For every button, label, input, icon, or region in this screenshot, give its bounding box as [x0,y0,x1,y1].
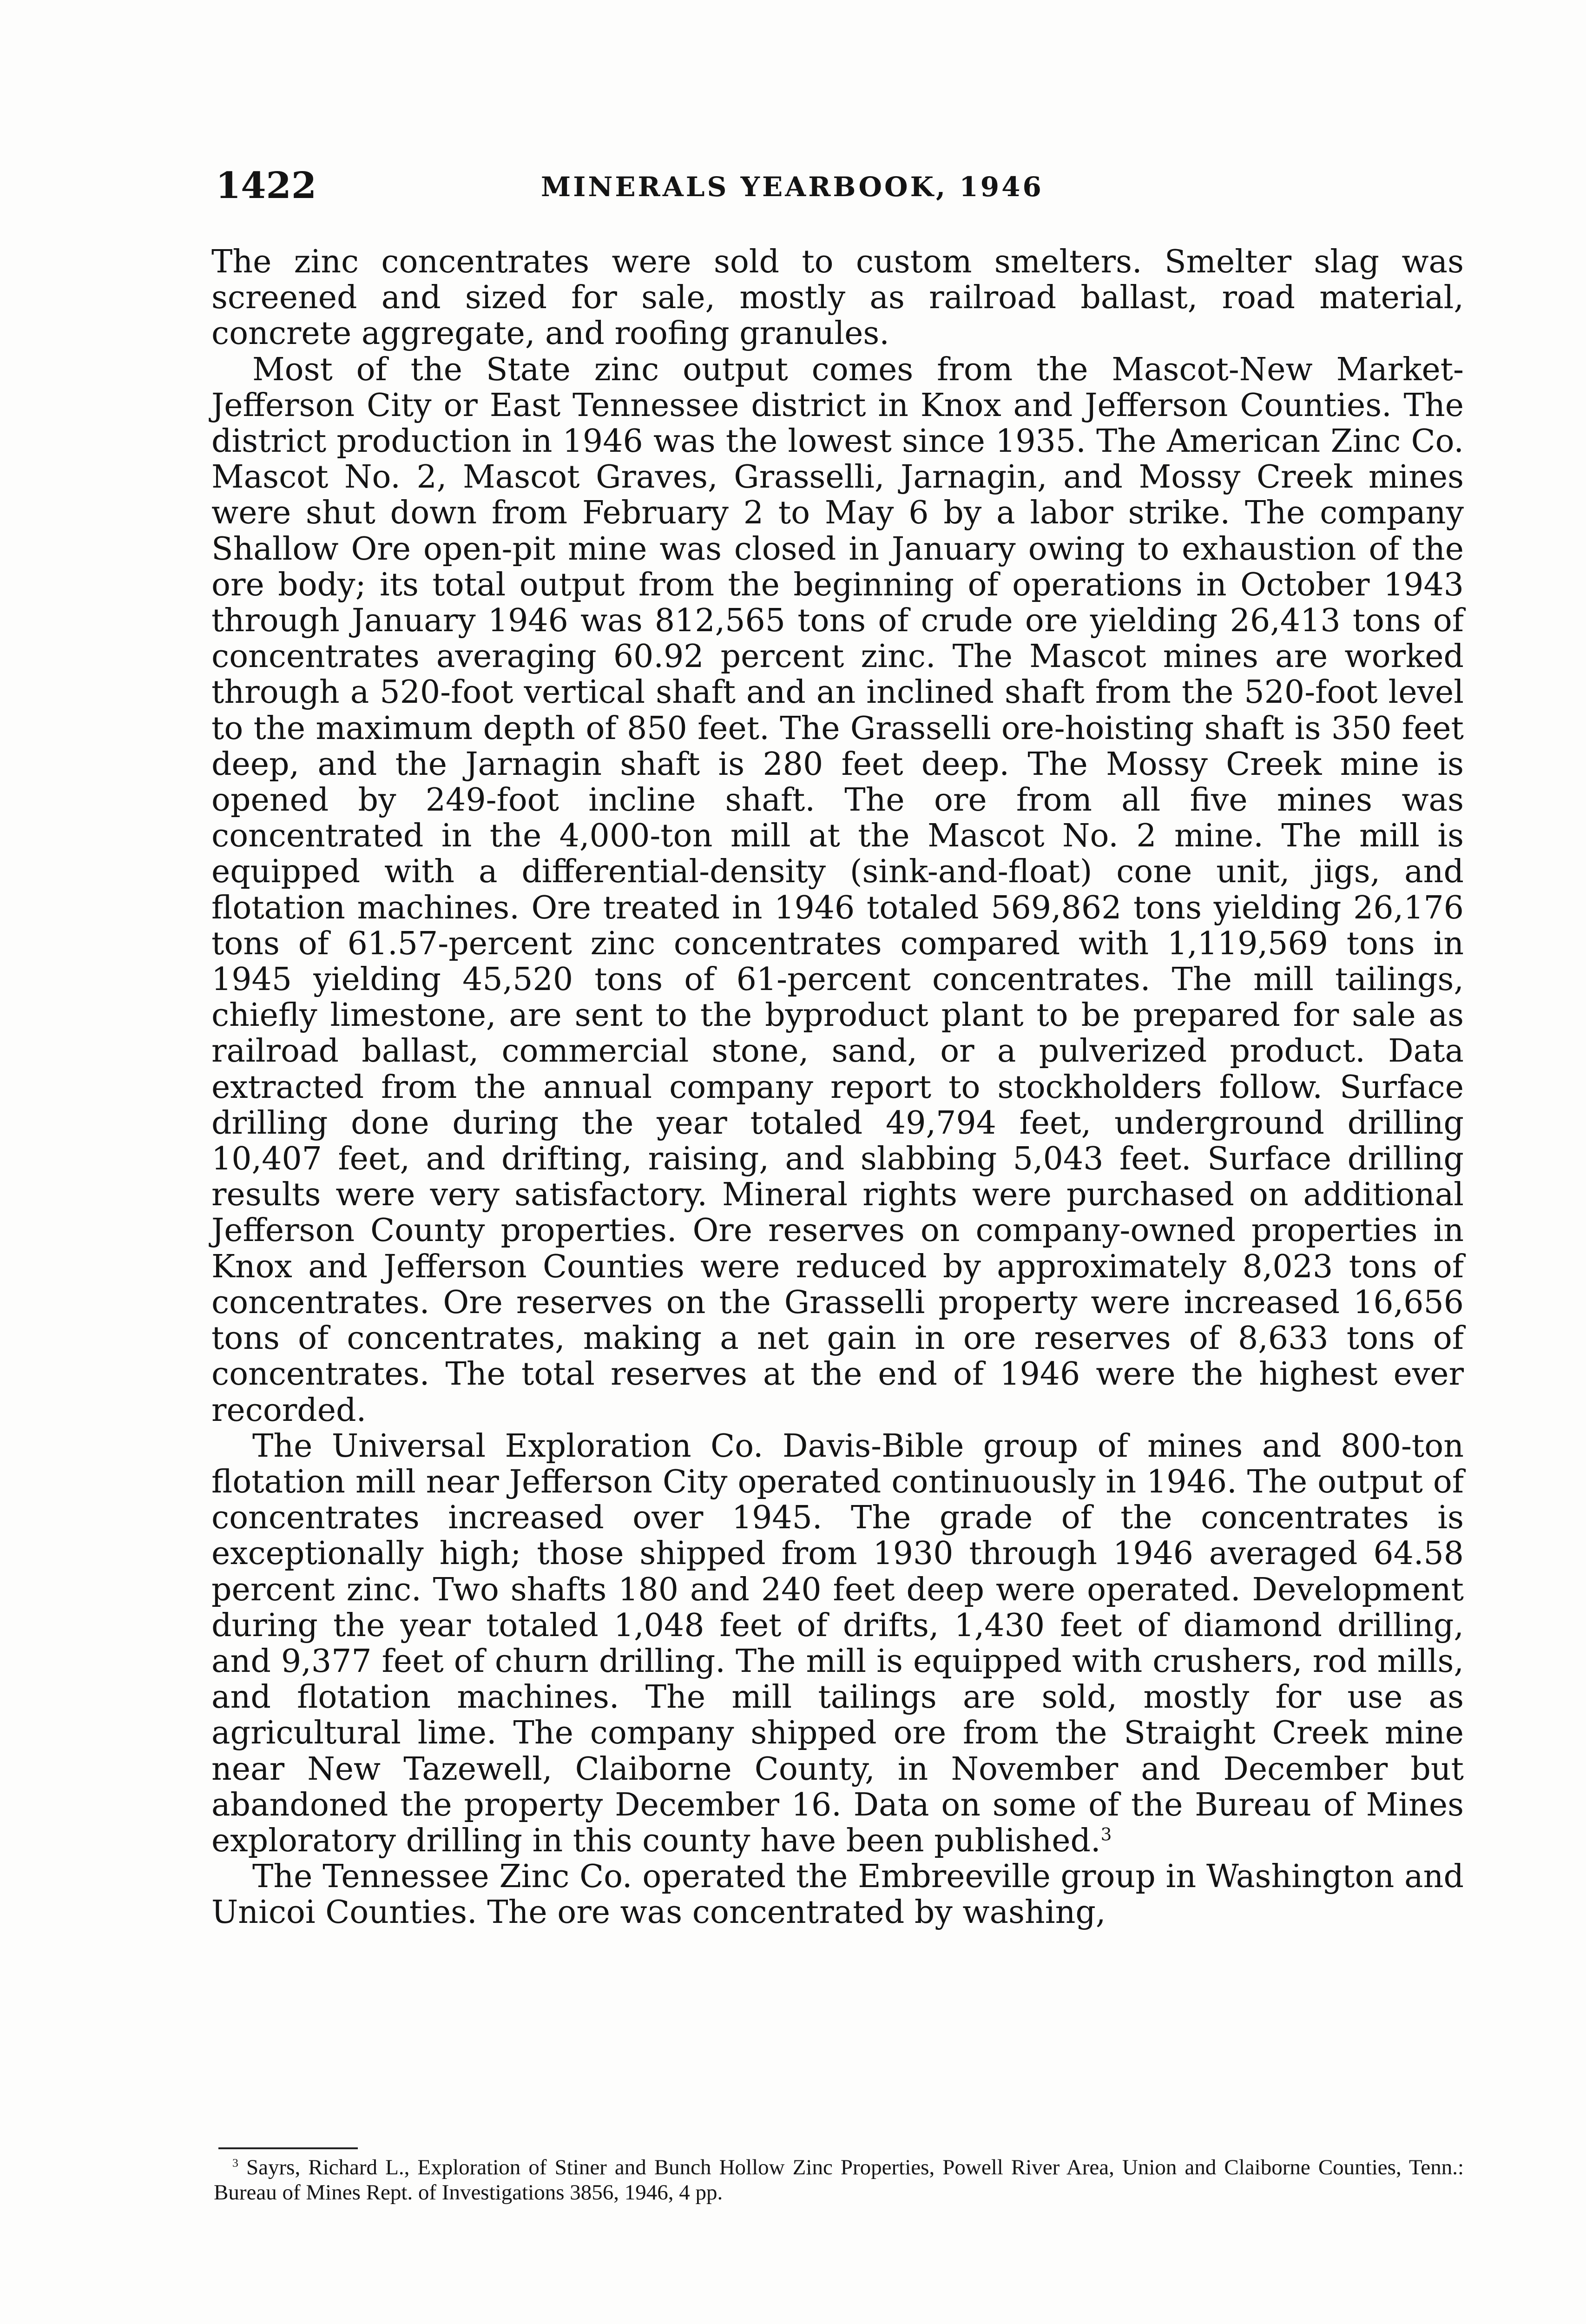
paragraph-3-text: The Universal Exploration Co. Davis-Bible group of mines and 800-ton flotation mill near Jefferson City operated continuously in 1946. The output of concentrates increased over 1945. The grade of the concentrates is exceptionally high; those shipped from 1930 through 1946 averaged 64.58 percent zinc. Two shafts 180 and 240 feet deep were operated. Development during the year totaled 1,048 feet of drifts, 1,430 feet of diamond drilling, and 9,377 feet of churn drilling. The mill is equipped with crushers, rod mills, and flotation machines. The mill tailings are sold, mostly for use as agricultural lime. The company shipped ore from the Straight Creek mine near New Tazewell, Claiborne County, in November and December but abandoned the property December 16. Data on some of the Bureau of Mines exploratory drilling in this county have been published. [211,1427,1464,1859]
paragraph-1: The zinc concentrates were sold to custom smelters. Smelter slag was screened and sized for sale, mostly as railroad ballast, road material, concrete aggregate, and roofing granules. [211,244,1464,352]
running-title: MINERALS YEARBOOK, 1946 [541,171,1044,203]
page-number: 1422 [216,165,317,207]
paragraph-4: The Tennessee Zinc Co. operated the Embreeville group in Washington and Unicoi Counties. The ore was concentrated by washing, [211,1858,1464,1931]
footnote-text: Sayrs, Richard L., Exploration of Stiner and Bunch Hollow Zinc Properties, Powell River Area, Union and Claiborne Counties, Tenn.: Bureau of Mines Rept. of Investigations 3856, 1946, 4 pp. [214,2155,1464,2205]
paragraph-3 [211,1428,1464,1859]
footnote-divider [218,2147,358,2149]
paragraph-2: Most of the State zinc output comes from the Mascot-New Market-Jefferson City or East Tennessee district in Knox and Jefferson Counties. The district production in 1946 was the lowest since 1935. The American Zinc Co. Mascot No. 2, Mascot Graves, Grasselli, Jarnagin, and Mossy Creek mines were shut down from February 2 to May 6 by a labor strike. The company Shallow Ore open-pit mine was closed in January owing to exhaustion of the ore body; its total output from the beginning of operations in October 1943 through January 1946 was 812,565 tons of crude ore yielding 26,413 tons of concentrates averaging 60.92 percent zinc. The Mascot mines are worked through a 520-foot vertical shaft and an inclined shaft from the 520-foot level to the maximum depth of 850 feet. The Grasselli ore-hoisting shaft is 350 feet deep, and the Jarnagin shaft is 280 feet deep. The Mossy Creek mine is opened by 249-foot incline shaft. The ore from all five mines was concentrated in the 4,000-ton mill at the Mascot No. 2 mine. The mill is equipped with a differential-density (sink-and-float) cone unit, jigs, and flotation machines. Ore treated in 1946 totaled 569,862 tons yielding 26,176 tons of 61.57-percent zinc concentrates compared with 1,119,569 tons in 1945 yielding 45,520 tons of 61-percent concentrates. The mill tailings, chiefly limestone, are sent to the byproduct plant to be prepared for sale as railroad ballast, commercial stone, sand, or a pulverized product. Data extracted from the annual company report to stockholders follow. Surface drilling done during the year totaled 49,794 feet, underground drilling 10,407 feet, and drifting, raising, and slabbing 5,043 feet. Surface drilling results were very satisfactory. Mineral rights were purchased on additional Jefferson County properties. Ore reserves on company-owned properties in Knox and Jefferson Counties were reduced by approximately 8,023 tons of concentrates. Ore reserves on the Grasselli property were increased 16,656 tons of concentrates, making a net gain in ore reserves of 8,633 tons of concentrates. The total reserves at the end of 1946 were the highest ever recorded. [211,351,1464,1429]
running-head [216,163,1470,218]
body-text [211,244,1464,1931]
footnote [214,2155,1464,2205]
footnote-marker: 3 [232,2156,238,2170]
footnote-reference: 3 [1100,1824,1112,1845]
